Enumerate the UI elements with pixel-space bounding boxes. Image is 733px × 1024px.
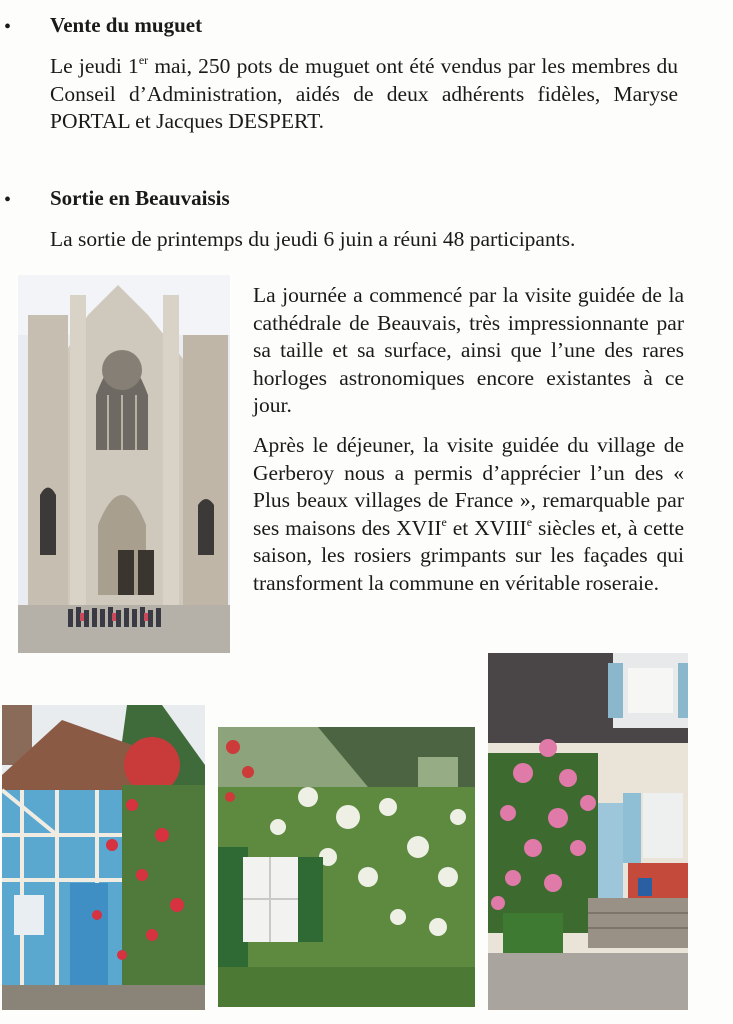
section-heading-sortie: Sortie en Beauvaisis [50,186,230,210]
bullet: • [4,16,12,38]
rose-house-photo [488,653,688,1010]
paragraph-muguet: Le jeudi 1er mai, 250 pots de muguet ont été vendus par les membres du Conseil d’Administration, aidés de deux adhérents fidèles, Maryse PORTAL et Jacques DESPERT. [50,53,679,133]
section-heading-muguet: Vente du muguet [50,13,203,37]
ivy-house-photo [218,727,475,1007]
paragraph-gerberoy: Après le déjeuner, la visite guidée du village de Gerberoy nous a permis d’apprécier l’un des « Plus beaux villages de France », remarquable par ses maisons des XVIIe et XVIIIe siècles et, à cette saison, les rosiers grimpants sur les façades qui transforment la commune en véritable roseraie. [253,433,684,595]
paragraph-intro: La sortie de printemps du jeudi 6 juin a réuni 48 participants. [50,227,576,251]
blue-timbered-house-photo [2,705,205,1010]
paragraph-cathedral: La journée a commencé par la visite guidée de la cathédrale de Beauvais, très impressionnante par sa taille et sa surface, ainsi que l’une des rares horloges astronomiques encore existantes à ce jour. [253,283,684,417]
cathedral-photo [18,275,230,653]
bullet: • [4,189,12,211]
